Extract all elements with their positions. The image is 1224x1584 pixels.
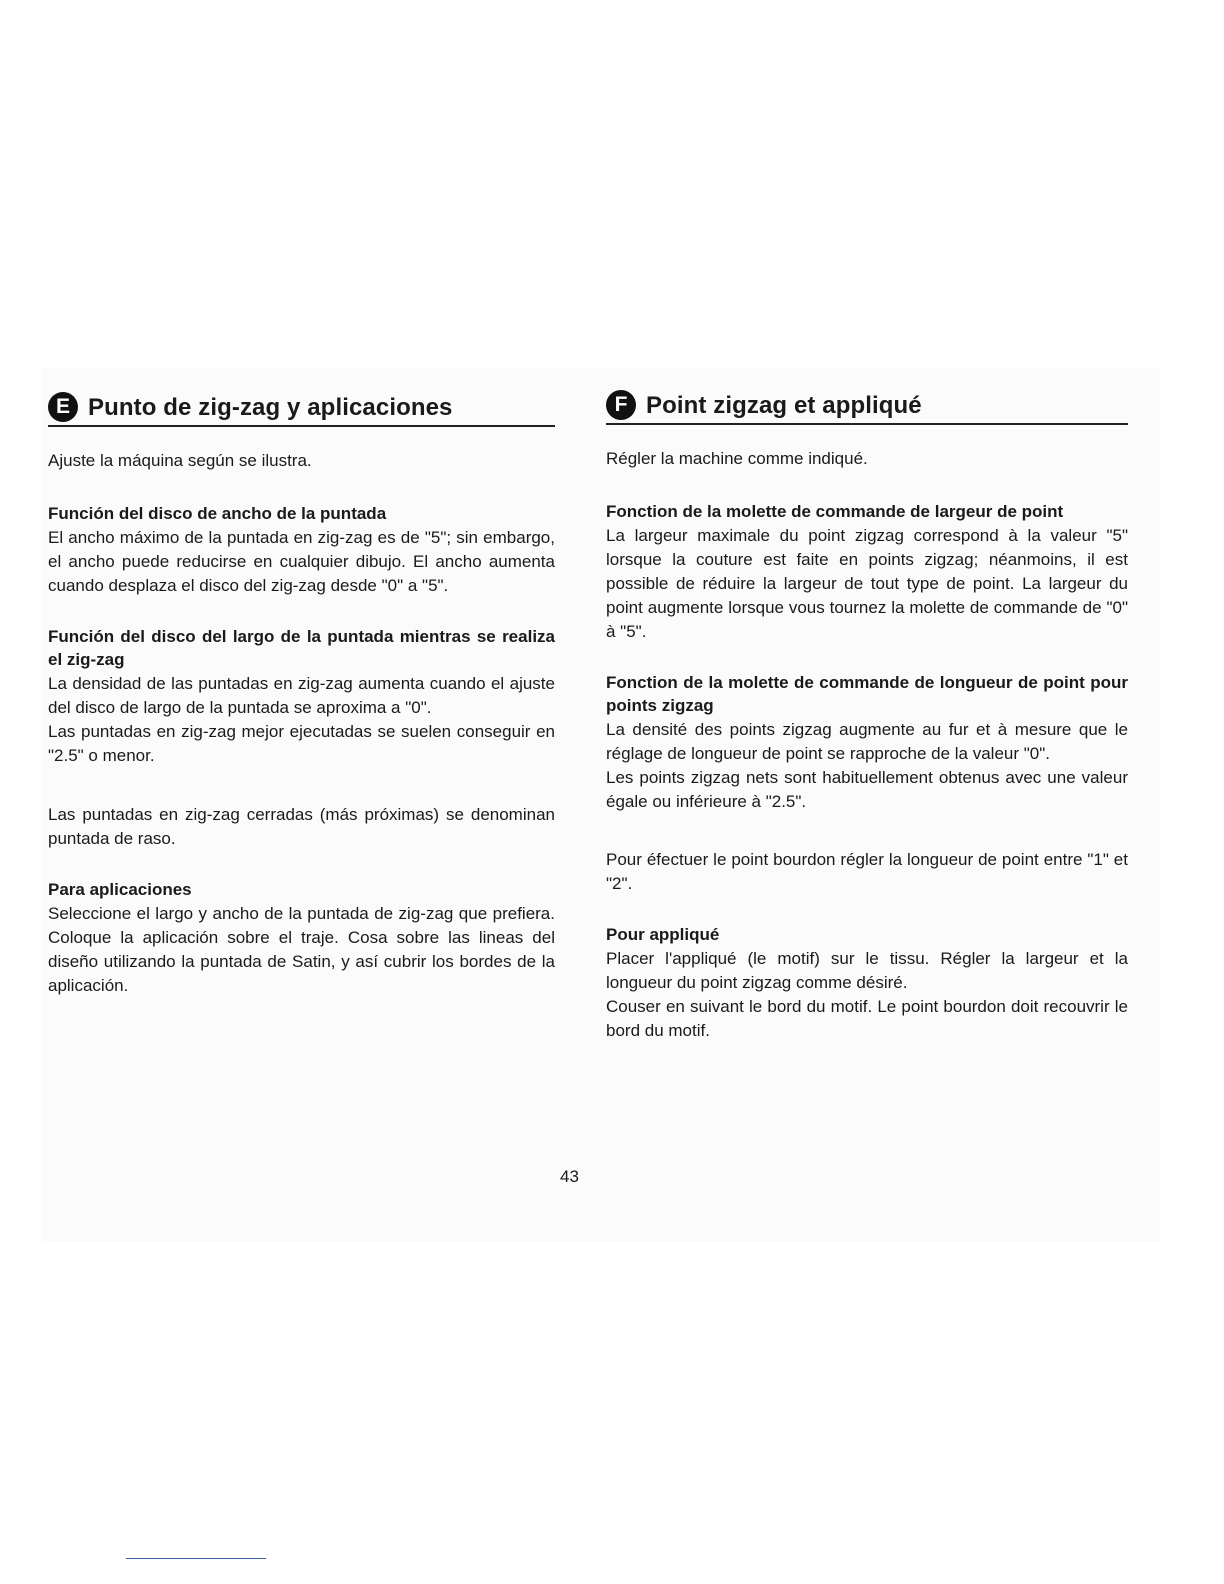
section-title: Función del disco del largo de la puntada mientras se realiza el zig-zag <box>48 627 555 669</box>
section-paragraph: La densidad de las puntadas en zig-zag aumenta cuando el ajuste del disco de largo de la puntada se aproxima a "0". <box>48 674 555 717</box>
page-number: 43 <box>560 1167 579 1186</box>
section-paragraph: El ancho máximo de la puntada en zig-zag es de "5"; sin embargo, el ancho puede reducirse en cualquier dibujo. El ancho aumenta cuando desplaza el disco del zig-zag desde "0" a "5". <box>48 528 555 595</box>
french-title: Point zigzag et appliqué <box>646 392 922 419</box>
section-paragraph: Placer l'appliqué (le motif) sur le tissu. Régler la largeur et la longueur du point zigzag comme désiré. <box>606 949 1128 992</box>
spanish-section-satin <box>48 803 555 851</box>
french-section-satin <box>606 848 1128 896</box>
french-intro: Régler la machine comme indiqué. <box>606 449 868 468</box>
section-paragraph: Pour éfectuer le point bourdon régler la longueur de point entre "1" et "2". <box>606 850 1128 893</box>
section-paragraph: Couser en suivant le bord du motif. Le point bourdon doit recouvrir le bord du motif. <box>606 997 1128 1040</box>
french-column <box>606 390 1128 1070</box>
language-badge-f-icon: F <box>606 390 636 420</box>
french-section-width <box>606 500 1128 644</box>
section-title: Pour appliqué <box>606 925 720 944</box>
spanish-section-applique <box>48 878 555 998</box>
section-paragraph: La largeur maximale du point zigzag correspond à la valeur "5" lorsque la couture est faite en points zigzag; néanmoins, il est possible de réduire la largeur de tout type de point. La largeur du point augmente lorsque vous tournez la molette de commande de "0" à "5". <box>606 526 1128 641</box>
french-section-applique <box>606 923 1128 1043</box>
spanish-section-width <box>48 502 555 598</box>
section-paragraph: Las puntadas en zig-zag cerradas (más próximas) se denominan puntada de raso. <box>48 805 555 848</box>
spanish-intro: Ajuste la máquina según se ilustra. <box>48 451 312 470</box>
section-title: Para aplicaciones <box>48 880 192 899</box>
section-title: Fonction de la molette de commande de longueur de point pour points zigzag <box>606 673 1128 715</box>
footer-divider <box>126 1558 266 1559</box>
french-heading <box>606 390 1128 425</box>
language-badge-e-icon: E <box>48 392 78 422</box>
section-paragraph: La densité des points zigzag augmente au fur et à mesure que le réglage de longueur de point se rapproche de la valeur "0". <box>606 720 1128 763</box>
spanish-title: Punto de zig-zag y aplicaciones <box>88 394 453 421</box>
spanish-heading <box>48 392 555 427</box>
section-title: Función del disco de ancho de la puntada <box>48 504 387 523</box>
section-paragraph: Seleccione el largo y ancho de la puntada de zig-zag que prefiera. Coloque la aplicación sobre el traje. Cosa sobre las lineas del diseño utilizando la puntada de Satin, y así cubrir los bordes de la aplicación. <box>48 904 555 995</box>
french-section-length <box>606 671 1128 814</box>
section-paragraph: Les points zigzag nets sont habituellement obtenus avec une valeur égale ou inférieure à "2.5". <box>606 768 1128 811</box>
section-title: Fonction de la molette de commande de largeur de point <box>606 502 1064 521</box>
section-paragraph: Las puntadas en zig-zag mejor ejecutadas se suelen conseguir en "2.5" o menor. <box>48 722 555 765</box>
spanish-section-length <box>48 625 555 768</box>
spanish-column <box>48 392 555 1025</box>
